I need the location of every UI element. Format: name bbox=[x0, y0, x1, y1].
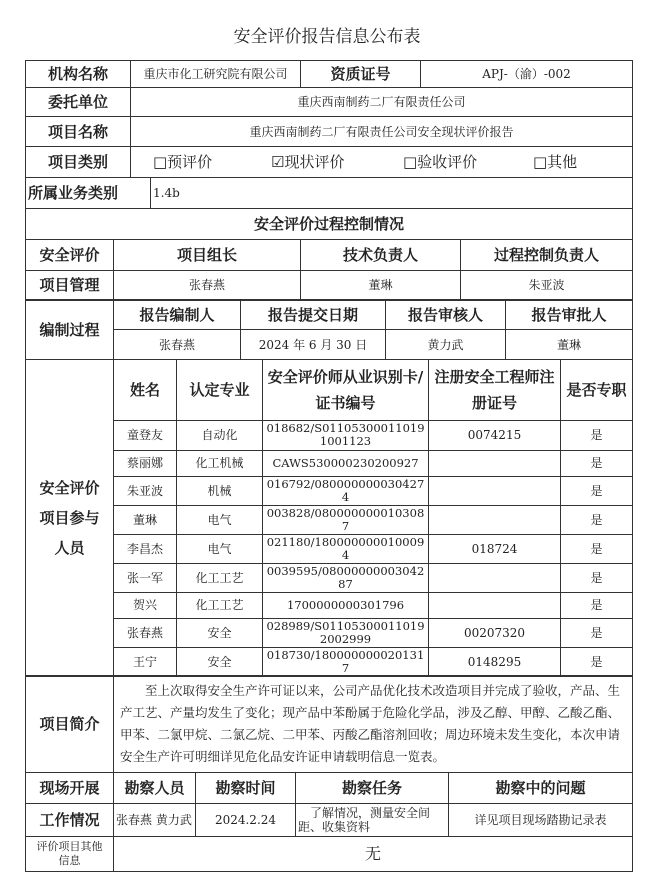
project-label: 项目名称 bbox=[26, 117, 131, 147]
cell-cert: 018682/S011053000110191001123 bbox=[263, 420, 429, 450]
cell-fulltime: 是 bbox=[561, 420, 633, 450]
project-value: 重庆西南制药二厂有限责任公司安全现状评价报告 bbox=[131, 117, 633, 147]
cell-cert: 028989/S011053000110192002999 bbox=[263, 618, 429, 647]
site-label-1: 现场开展 bbox=[26, 772, 114, 803]
participants-label-line: 人员 bbox=[54, 538, 85, 557]
site-value: 2024.2.24 bbox=[196, 803, 296, 836]
type-pre-eval-checkbox[interactable]: □预评价 bbox=[153, 152, 213, 171]
table-row bbox=[26, 647, 633, 676]
cell-fulltime: 是 bbox=[561, 450, 633, 476]
cert-label: 资质证号 bbox=[301, 61, 421, 88]
mgmt-header: 技术负责人 bbox=[301, 239, 461, 270]
cell-major: 机械 bbox=[177, 476, 263, 505]
cell-reg bbox=[429, 476, 561, 505]
cert-value: APJ-（渝）-002 bbox=[421, 61, 633, 88]
cell-cert: 018730/1800000000201317 bbox=[263, 647, 429, 676]
cell-name: 王宁 bbox=[114, 647, 177, 676]
cell-name: 蔡丽娜 bbox=[114, 450, 177, 476]
cell-cert: 003828/0800000000103087 bbox=[263, 505, 429, 534]
cell-cert: 1700000000301796 bbox=[263, 592, 429, 618]
cell-cert: CAWS530000230200927 bbox=[263, 450, 429, 476]
cell-major: 安全 bbox=[177, 647, 263, 676]
intro-label: 项目简介 bbox=[26, 676, 114, 773]
participants-label-line: 项目参与 bbox=[39, 508, 100, 527]
prep-header: 报告编制人 bbox=[114, 300, 241, 330]
table-row bbox=[26, 420, 633, 450]
prep-header: 报告审批人 bbox=[506, 300, 633, 330]
cell-major: 自动化 bbox=[177, 420, 263, 450]
cell-fulltime: 是 bbox=[561, 563, 633, 592]
prep-value: 张春燕 bbox=[114, 330, 241, 360]
cell-reg: 0148295 bbox=[429, 647, 561, 676]
table-row bbox=[26, 476, 633, 505]
cell-fulltime: 是 bbox=[561, 618, 633, 647]
site-header: 勘察时间 bbox=[196, 772, 296, 803]
cell-fulltime: 是 bbox=[561, 534, 633, 563]
table-row bbox=[26, 563, 633, 592]
process-heading: 安全评价过程控制情况 bbox=[26, 209, 633, 240]
cell-cert: 021180/1800000000100094 bbox=[263, 534, 429, 563]
site-header: 勘察任务 bbox=[296, 772, 449, 803]
cell-fulltime: 是 bbox=[561, 647, 633, 676]
cell-fulltime: 是 bbox=[561, 592, 633, 618]
prep-value: 黄力武 bbox=[386, 330, 506, 360]
prep-label: 编制过程 bbox=[26, 300, 114, 360]
cell-name: 董琳 bbox=[114, 505, 177, 534]
cell-fulltime: 是 bbox=[561, 476, 633, 505]
prep-value: 董琳 bbox=[506, 330, 633, 360]
other-value: 无 bbox=[114, 836, 633, 871]
org-label: 机构名称 bbox=[26, 61, 131, 88]
table-row bbox=[26, 618, 633, 647]
cell-name: 张春燕 bbox=[114, 618, 177, 647]
type-other-checkbox[interactable]: □其他 bbox=[533, 152, 578, 171]
cell-reg: 0074215 bbox=[429, 420, 561, 450]
cell-major: 化工机械 bbox=[177, 450, 263, 476]
col-header-reg: 注册安全工程师注册证号 bbox=[429, 359, 561, 420]
cell-name: 贺兴 bbox=[114, 592, 177, 618]
participants-label-line: 安全评价 bbox=[39, 478, 100, 497]
table-row bbox=[26, 534, 633, 563]
participants-label bbox=[26, 359, 114, 676]
business-value: 1.4b bbox=[151, 178, 633, 209]
org-value: 重庆市化工研究院有限公司 bbox=[131, 61, 301, 88]
other-label: 评价项目其他信息 bbox=[26, 836, 114, 871]
intro-text: 至上次取得安全生产许可证以来，公司产品优化技术改造项目并完成了验收，产品、生产工艺、产量均发生了变化；现产品中苯酚属于危险化学品，涉及乙醇、甲醇、乙酸乙酯、甲苯、二氯甲烷、二氯乙烷、二甲苯、丙酸乙酯溶剂回收；周边环境未发生变化，本次申请安全生产许可明细详见危化品安许证申请载明信息一览表。 bbox=[114, 676, 633, 773]
prep-header: 报告审核人 bbox=[386, 300, 506, 330]
cell-major: 电气 bbox=[177, 534, 263, 563]
site-value: 了解情况，测量安全间距、收集资料 bbox=[296, 803, 449, 836]
business-label: 所属业务类别 bbox=[26, 178, 151, 209]
cell-major: 化工工艺 bbox=[177, 592, 263, 618]
basic-info-table bbox=[25, 60, 633, 240]
mgmt-header: 项目组长 bbox=[114, 239, 301, 270]
cell-name: 朱亚波 bbox=[114, 476, 177, 505]
site-header: 勘察中的问题 bbox=[449, 772, 633, 803]
cell-cert: 0039595/0800000000304287 bbox=[263, 563, 429, 592]
type-acceptance-eval-checkbox[interactable]: □验收评价 bbox=[403, 152, 478, 171]
mgmt-label-2: 项目管理 bbox=[26, 270, 114, 300]
mgmt-label-1: 安全评价 bbox=[26, 239, 114, 270]
cell-cert: 016792/0800000000304274 bbox=[263, 476, 429, 505]
cell-reg bbox=[429, 592, 561, 618]
table-row bbox=[26, 592, 633, 618]
site-table bbox=[25, 772, 633, 872]
cell-fulltime: 是 bbox=[561, 505, 633, 534]
prep-value: 2024 年 6 月 30 日 bbox=[241, 330, 386, 360]
mgmt-value: 张春燕 bbox=[114, 270, 301, 300]
client-value: 重庆西南制药二厂有限责任公司 bbox=[131, 88, 633, 117]
mgmt-value: 朱亚波 bbox=[461, 270, 633, 300]
cell-reg: 018724 bbox=[429, 534, 561, 563]
prep-header: 报告提交日期 bbox=[241, 300, 386, 330]
cell-major: 化工工艺 bbox=[177, 563, 263, 592]
table-row bbox=[26, 450, 633, 476]
table-row bbox=[26, 505, 633, 534]
site-header: 勘察人员 bbox=[114, 772, 196, 803]
client-label: 委托单位 bbox=[26, 88, 131, 117]
intro-table bbox=[25, 675, 633, 773]
type-label: 项目类别 bbox=[26, 147, 131, 178]
cell-reg bbox=[429, 563, 561, 592]
col-header-fulltime: 是否专职 bbox=[561, 359, 633, 420]
preparation-table bbox=[25, 299, 633, 360]
site-value: 详见项目现场踏勘记录表 bbox=[449, 803, 633, 836]
cell-reg bbox=[429, 505, 561, 534]
site-value: 张春燕 黄力武 bbox=[114, 803, 196, 836]
disclosure-form bbox=[25, 60, 632, 872]
cell-major: 电气 bbox=[177, 505, 263, 534]
page-title: 安全评价报告信息公布表 bbox=[233, 27, 421, 47]
mgmt-header: 过程控制负责人 bbox=[461, 239, 633, 270]
cell-name: 张一军 bbox=[114, 563, 177, 592]
cell-major: 安全 bbox=[177, 618, 263, 647]
participants-table bbox=[25, 359, 633, 677]
type-current-eval-checkbox[interactable]: ☑现状评价 bbox=[271, 152, 345, 171]
mgmt-value: 董琳 bbox=[301, 270, 461, 300]
cell-name: 童登友 bbox=[114, 420, 177, 450]
cell-reg bbox=[429, 450, 561, 476]
management-table bbox=[25, 239, 633, 301]
col-header-major: 认定专业 bbox=[177, 359, 263, 420]
site-label-2: 工作情况 bbox=[26, 803, 114, 836]
cell-name: 李昌杰 bbox=[114, 534, 177, 563]
col-header-cert: 安全评价师从业识别卡/证书编号 bbox=[263, 359, 429, 420]
cell-reg: 00207320 bbox=[429, 618, 561, 647]
col-header-name: 姓名 bbox=[114, 359, 177, 420]
